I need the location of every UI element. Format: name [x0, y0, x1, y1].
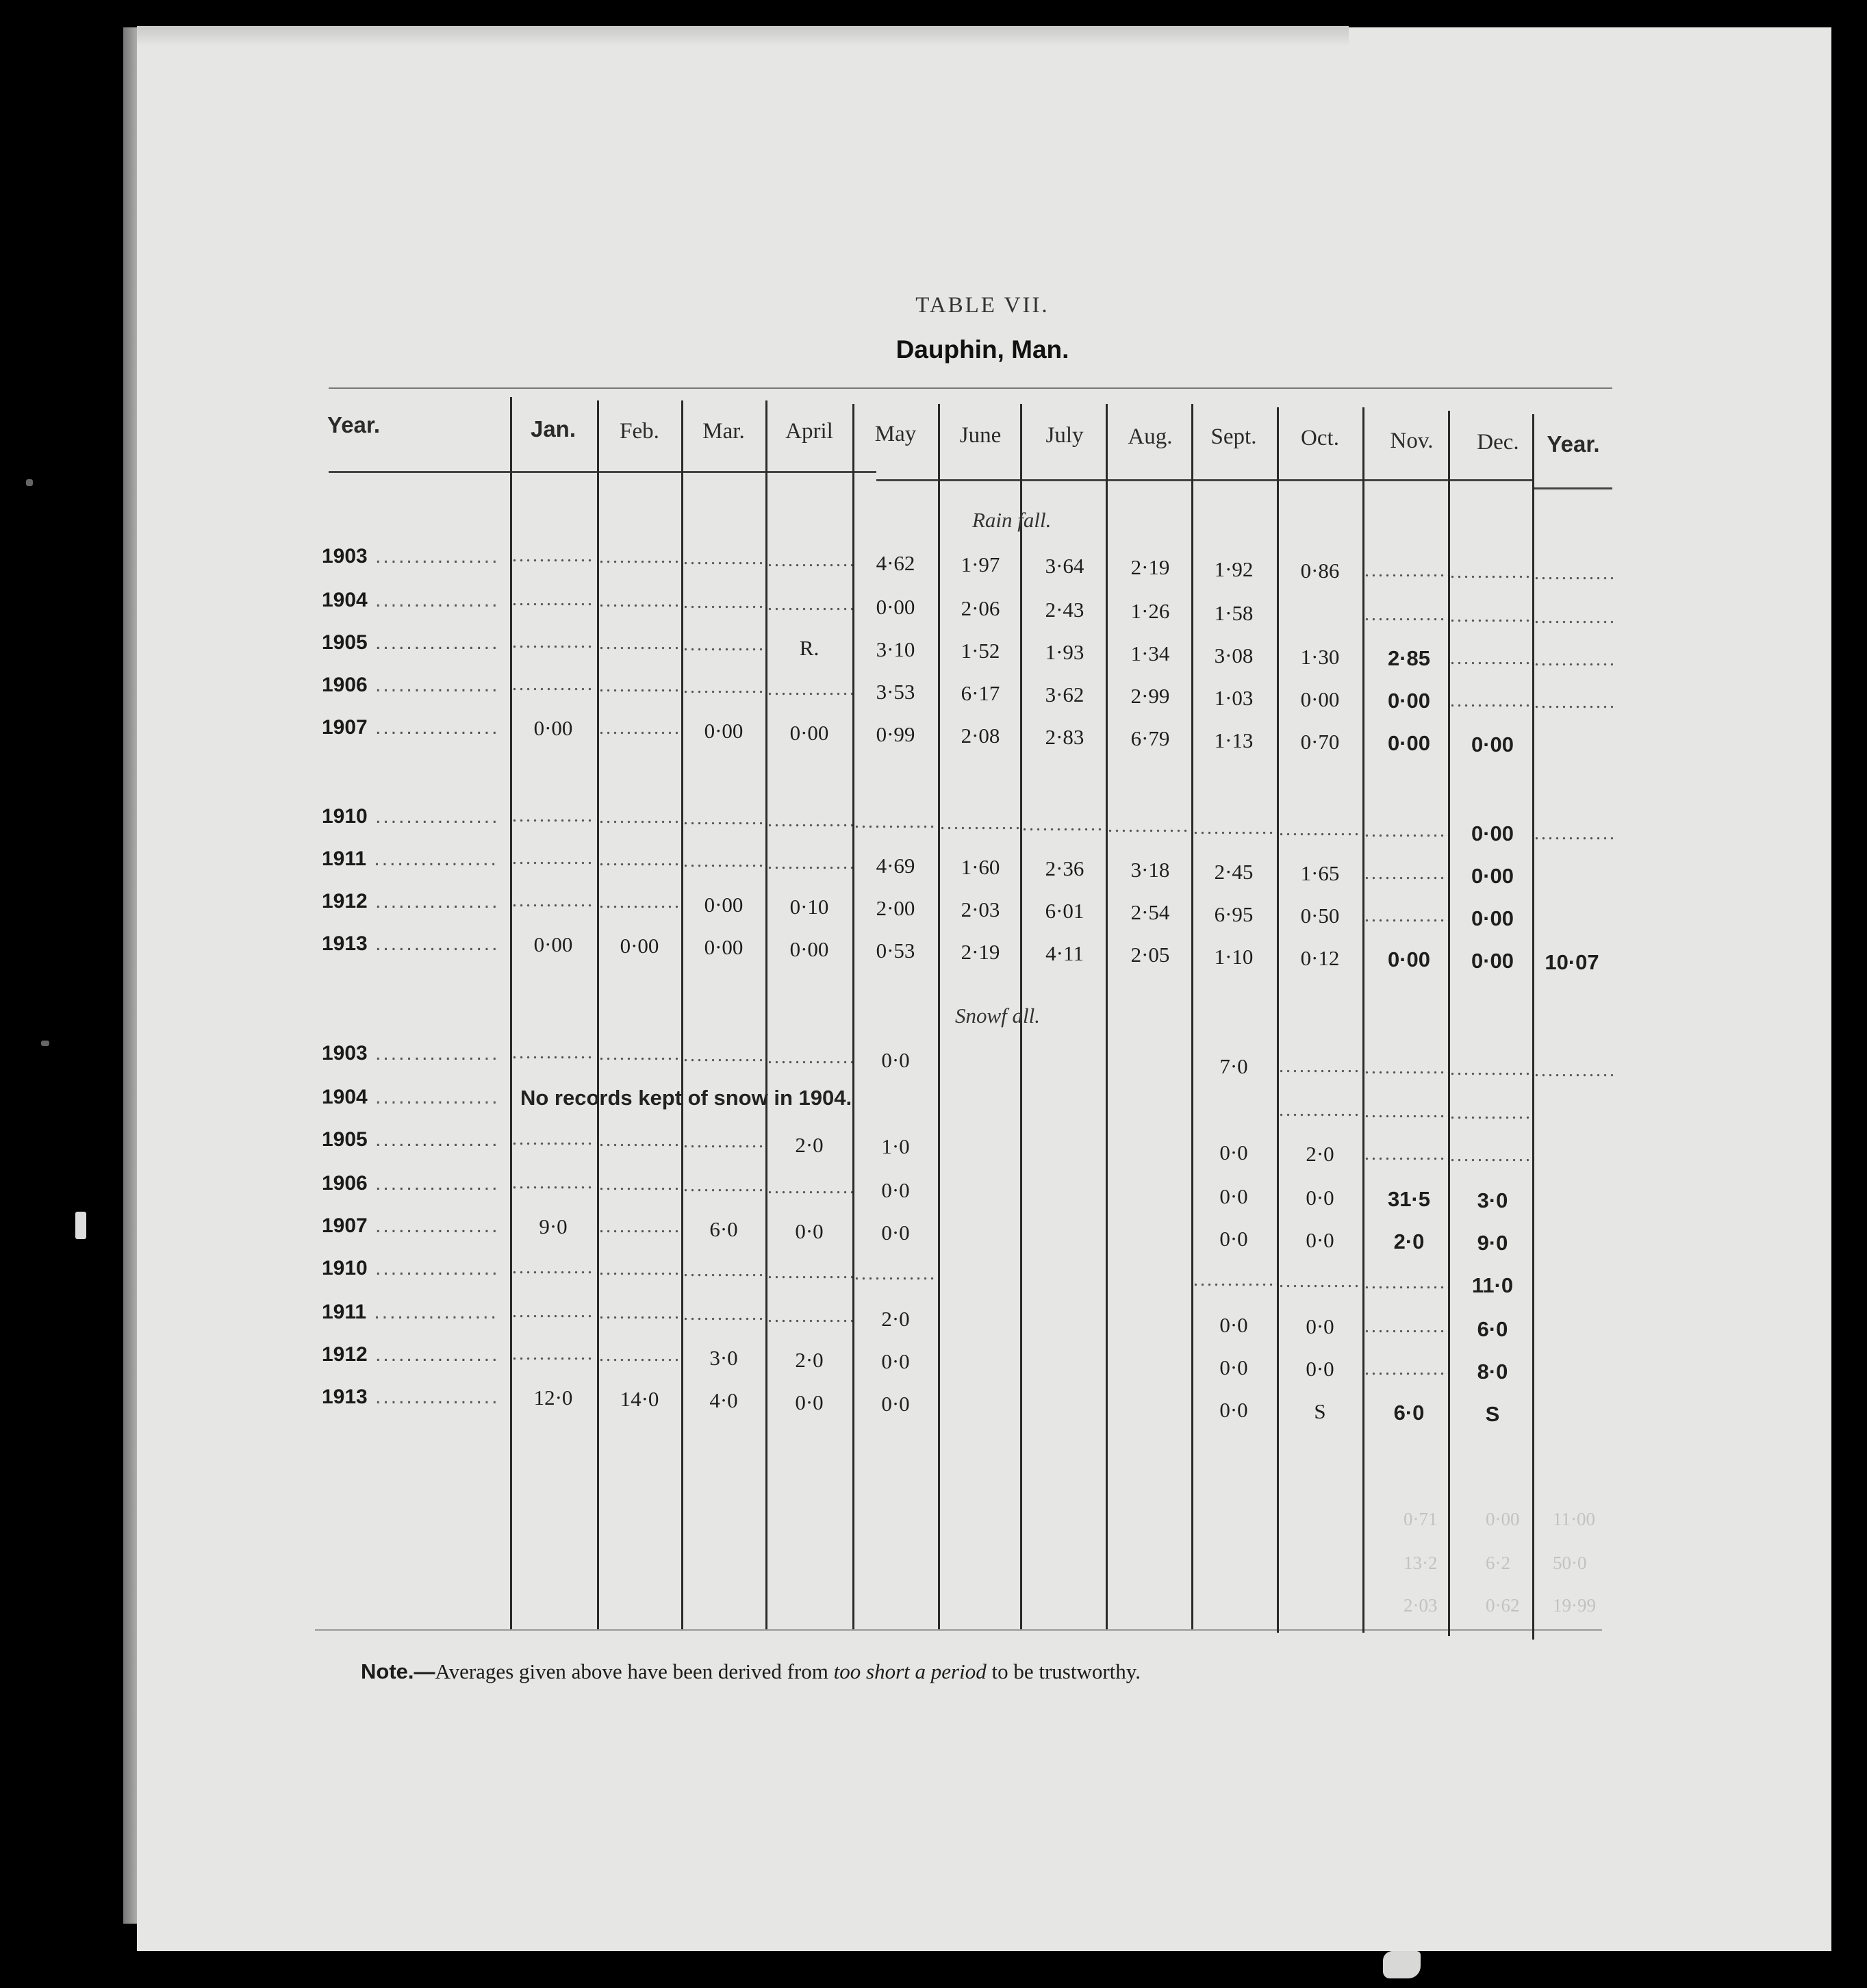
page-top-edge [137, 26, 1349, 47]
column-header-july: July [1045, 423, 1084, 448]
table-cell: 2·83 [1045, 725, 1084, 749]
leader-dots [1364, 1101, 1448, 1123]
rainfall-row-1907 [0, 716, 1867, 756]
row-year: 1904 ..... [322, 1086, 500, 1109]
table-cell: 0·70 [1300, 730, 1340, 754]
table-cell: 0·0 [1306, 1314, 1334, 1338]
table-cell: 2·99 [1130, 684, 1170, 708]
leader-dots [767, 852, 852, 874]
table-cell: 3·62 [1045, 683, 1084, 706]
rainfall-row-1910 [0, 805, 1867, 845]
table-cell: 0·00 [533, 716, 573, 740]
table-cell: 2·0 [795, 1348, 824, 1372]
snowfall-row-1905 [0, 1128, 1867, 1166]
leader-dots [599, 806, 680, 828]
table-cell: 0·0 [1219, 1227, 1248, 1251]
leader-dots [1534, 607, 1613, 628]
row-year: 1905 ..... [322, 1128, 500, 1151]
scan-blot [1383, 1951, 1421, 1978]
table-cell: 9·0 [539, 1214, 568, 1238]
table-cell: 4·62 [876, 551, 915, 575]
section-label-rainfall: Rain fall. [972, 508, 1052, 532]
table-cell: 9·0 [1477, 1231, 1508, 1255]
column-rule [852, 404, 854, 1629]
column-rule [765, 400, 767, 1629]
row-year: 1903 ..... [322, 545, 500, 568]
table-cell: 2·06 [961, 596, 1000, 620]
rainfall-row-1911 [0, 848, 1867, 888]
leader-dots [1450, 690, 1530, 712]
table-cell: 2·45 [1214, 860, 1254, 884]
column-header-year: Year. [327, 412, 381, 437]
leader-dots [1364, 560, 1448, 582]
table-cell: 2·0 [881, 1307, 910, 1331]
row-year: 1906 ..... [322, 674, 500, 697]
leader-dots [683, 1260, 764, 1282]
column-rule [681, 400, 683, 1629]
leader-dots [683, 634, 764, 656]
table-cell: 0·0 [1219, 1184, 1248, 1208]
rainfall-row-1906 [0, 674, 1867, 713]
column-rule [597, 400, 599, 1629]
table-cell: 0·10 [789, 895, 829, 919]
faint-average-nov: 13·2 [1404, 1553, 1438, 1573]
table-cell: 0·00 [1471, 821, 1514, 845]
snowfall-row-1903 [0, 1042, 1867, 1076]
leader-dots [1108, 815, 1191, 837]
footnote-label: Note.— [361, 1659, 435, 1683]
rainfall-row-1903 [0, 545, 1867, 583]
table-cell: S [1314, 1399, 1326, 1423]
column-header-aug: Aug. [1128, 424, 1173, 449]
no-records-note: No records kept of snow in 1904. [520, 1086, 852, 1110]
leader-dots [599, 1345, 680, 1366]
table-cell: 0·00 [1300, 687, 1340, 711]
leader-dots [683, 676, 764, 698]
table-cell: 1·30 [1300, 645, 1340, 669]
snowfall-row-1907 [0, 1214, 1867, 1255]
leader-dots [599, 546, 680, 568]
column-header-oct: Oct. [1301, 426, 1339, 450]
leader-dots [599, 1216, 680, 1238]
leader-dots [854, 811, 937, 833]
column-header-year-total: Year. [1547, 431, 1600, 457]
table-cell: 2·0 [1306, 1142, 1334, 1166]
table-cell: 2·08 [961, 724, 1000, 748]
table-cell: 2·54 [1130, 900, 1170, 924]
bottom-rule [315, 1629, 1602, 1631]
faint-average-year: 11·00 [1553, 1509, 1595, 1529]
header-rule-mid [876, 479, 1534, 481]
table-cell: 0·00 [1471, 949, 1514, 973]
table-cell: R. [799, 636, 820, 660]
column-header-sept: Sept. [1210, 424, 1257, 449]
table-cell: 1·97 [961, 552, 1000, 576]
table-cell: 0·0 [1219, 1140, 1248, 1164]
table-cell: 0·0 [1306, 1228, 1334, 1252]
leader-dots [767, 1262, 852, 1284]
row-year: 1907 ..... [322, 716, 500, 739]
row-year: 1910 ..... [322, 805, 500, 828]
rainfall-row-1905 [0, 631, 1867, 670]
leader-dots [683, 1045, 764, 1067]
table-cell: 0·0 [881, 1349, 910, 1373]
leader-dots [767, 594, 852, 615]
leader-dots [599, 1173, 680, 1195]
table-cell: 8·0 [1477, 1360, 1508, 1384]
table-cell: 0·0 [881, 1221, 910, 1245]
table-cell: 14·0 [620, 1387, 659, 1411]
table-cell: 6·01 [1045, 899, 1084, 923]
table-cell: 1·03 [1214, 686, 1254, 710]
leader-dots [683, 1131, 764, 1153]
leader-dots [1364, 820, 1448, 842]
table-cell: 1·93 [1045, 640, 1084, 664]
leader-dots [599, 590, 680, 612]
leader-dots [767, 1177, 852, 1199]
leader-dots [1364, 1358, 1448, 1380]
faint-average-year: 50·0 [1553, 1553, 1587, 1573]
table-cell: 0·0 [795, 1219, 824, 1243]
leader-dots [1193, 1269, 1277, 1291]
column-header-may: May [874, 422, 917, 446]
column-rule [510, 397, 512, 1629]
table-cell: 1·26 [1130, 599, 1170, 623]
table-cell: 0·00 [876, 595, 915, 619]
leader-dots [599, 717, 680, 739]
table-cell: 1·65 [1300, 861, 1340, 885]
column-header-april: April [785, 419, 833, 444]
snowfall-row-1910 [0, 1257, 1867, 1297]
table-cell: 2·36 [1045, 856, 1084, 880]
rainfall-row-1904 [0, 589, 1867, 623]
leader-dots [1022, 814, 1106, 836]
table-cell: 3·0 [709, 1346, 738, 1370]
leader-dots [767, 1047, 852, 1069]
column-rule [1106, 404, 1108, 1629]
leader-dots [1364, 1143, 1448, 1165]
table-cell: 0·0 [881, 1392, 910, 1416]
leader-dots [1364, 905, 1448, 927]
table-cell: 2·19 [1130, 555, 1170, 579]
leader-dots [683, 591, 764, 613]
leader-dots [599, 633, 680, 654]
leader-dots [512, 545, 596, 567]
column-header-feb: Feb. [620, 419, 659, 444]
table-cell: 0·0 [1219, 1313, 1248, 1337]
leader-dots [767, 810, 852, 832]
table-cell: 6·0 [1393, 1401, 1425, 1425]
table-cell: 1·52 [961, 639, 1000, 663]
table-cell: 2·00 [876, 896, 915, 920]
leader-dots [1364, 1057, 1448, 1079]
row-year: 1913 ..... [322, 1386, 500, 1409]
leader-dots [683, 808, 764, 830]
table-cell: 1·10 [1214, 945, 1254, 969]
header-rule-left [329, 471, 876, 473]
leader-dots [1364, 1272, 1448, 1294]
table-cell: 0·0 [1306, 1357, 1334, 1381]
table-cell: 6·0 [1477, 1317, 1508, 1341]
table-cell: 0·0 [1219, 1398, 1248, 1422]
table-cell: 0·00 [533, 932, 573, 956]
column-header-jan: Jan. [530, 416, 576, 442]
table-cell: 3·08 [1214, 643, 1254, 667]
leader-dots [512, 1042, 596, 1064]
row-year: 1910 ..... [322, 1257, 500, 1280]
table-cell: 4·11 [1045, 941, 1084, 965]
leader-dots [599, 675, 680, 697]
table-cell: 0·00 [1387, 731, 1431, 755]
table-cell: 2·03 [961, 897, 1000, 921]
row-year: 1913 ..... [322, 932, 500, 956]
leader-dots [1364, 604, 1448, 626]
leader-dots [512, 1343, 596, 1365]
table-cell: S [1485, 1402, 1500, 1426]
table-cell: 0·00 [1471, 732, 1514, 756]
leader-dots [1534, 1060, 1613, 1082]
table-cell: 0·0 [795, 1390, 824, 1414]
snowfall-row-1912 [0, 1343, 1867, 1384]
leader-dots [854, 1263, 937, 1285]
leader-dots [1364, 863, 1448, 884]
leader-dots [1450, 605, 1530, 627]
table-cell: 6·79 [1130, 726, 1170, 750]
column-rule [938, 404, 940, 1629]
table-cell: 3·53 [876, 680, 915, 704]
table-cell: 0·00 [620, 934, 659, 958]
leader-dots [1364, 1316, 1448, 1338]
leader-dots [1279, 819, 1362, 841]
table-cell: 1·0 [881, 1134, 910, 1158]
table-cell: 2·43 [1045, 598, 1084, 622]
leader-dots [1534, 649, 1613, 671]
table-cell: 0·99 [876, 722, 915, 746]
table-cell: 12·0 [533, 1386, 573, 1410]
footnote-text-end: to be trustworthy. [986, 1659, 1141, 1683]
faint-average-nov: 2·03 [1404, 1595, 1438, 1616]
table-cell: 6·17 [961, 681, 1000, 705]
leader-dots [1450, 1102, 1530, 1124]
leader-dots [683, 850, 764, 872]
table-cell: 0·12 [1300, 946, 1340, 970]
table-cell: 2·19 [961, 940, 1000, 964]
leader-dots [512, 1257, 596, 1279]
leader-dots [512, 1128, 596, 1150]
table-cell: 0·0 [1219, 1355, 1248, 1379]
leader-dots [599, 849, 680, 871]
column-header-june: June [959, 423, 1002, 448]
table-cell: 4·0 [709, 1388, 738, 1412]
table-subtitle: Dauphin, Man. [896, 335, 1069, 364]
table-cell: 11·0 [1471, 1273, 1514, 1297]
table-cell: 2·05 [1130, 943, 1170, 967]
leader-dots [512, 890, 596, 912]
leader-dots [767, 550, 852, 572]
table-cell: 6·0 [709, 1217, 738, 1241]
leader-dots [1450, 561, 1530, 583]
table-cell: 0·00 [1387, 947, 1431, 971]
table-cell: 0·00 [704, 893, 744, 917]
table-cell: 0·00 [1387, 689, 1431, 713]
leader-dots [767, 1305, 852, 1327]
leader-dots [1534, 563, 1613, 585]
table-title: TABLE VII. [915, 293, 1050, 318]
snowfall-row-1911 [0, 1301, 1867, 1341]
row-year: 1904 ..... [322, 589, 500, 612]
table-cell: 0·50 [1300, 904, 1340, 928]
faint-average-dec: 0·62 [1486, 1595, 1520, 1616]
table-cell: 3·0 [1477, 1188, 1508, 1212]
table-cell: 7·0 [1219, 1054, 1248, 1078]
footnote-emphasis: too short a period [833, 1659, 987, 1683]
column-header-dec: Dec. [1477, 430, 1519, 455]
row-year: 1906 ..... [322, 1172, 500, 1195]
snowfall-row-1904 [0, 1086, 1867, 1120]
rainfall-row-1913 [0, 932, 1867, 974]
leader-dots [683, 1175, 764, 1197]
snowfall-row-1913 [0, 1386, 1867, 1426]
snowfall-row-1906 [0, 1172, 1867, 1212]
leader-dots [599, 1258, 680, 1280]
table-cell: 0·00 [704, 935, 744, 959]
table-cell: 4·69 [876, 854, 915, 878]
faint-average-dec: 6·2 [1486, 1553, 1510, 1573]
table-cell: 10·07 [1545, 950, 1599, 974]
leader-dots [1450, 648, 1530, 670]
faint-average-nov: 0·71 [1404, 1509, 1438, 1529]
leader-dots [512, 848, 596, 869]
table-cell: 2·85 [1387, 646, 1431, 670]
leader-dots [1534, 823, 1613, 845]
leader-dots [1450, 1145, 1530, 1167]
faint-average-year: 19·99 [1553, 1595, 1596, 1616]
table-cell: 3·18 [1130, 858, 1170, 882]
row-year: 1912 ..... [322, 890, 500, 913]
table-cell: 0·86 [1300, 559, 1340, 583]
header-rule-right [1534, 487, 1612, 489]
table-cell: 3·64 [1045, 554, 1084, 578]
leader-dots [599, 891, 680, 913]
column-header-nov: Nov. [1390, 429, 1434, 453]
rainfall-row-1912 [0, 890, 1867, 930]
row-year: 1903 ..... [322, 1042, 500, 1065]
table-cell: 1·92 [1214, 557, 1254, 581]
leader-dots [512, 1301, 596, 1323]
table-cell: 0·00 [789, 937, 829, 961]
leader-dots [767, 678, 852, 700]
leader-dots [512, 589, 596, 611]
leader-dots [1534, 691, 1613, 713]
leader-dots [683, 1303, 764, 1325]
table-cell: 0·00 [704, 719, 744, 743]
table-cell: 1·13 [1214, 728, 1254, 752]
leader-dots [512, 805, 596, 827]
column-rule [1191, 404, 1193, 1629]
table-cell: 31·5 [1387, 1187, 1431, 1211]
table-cell: 0·00 [789, 721, 829, 745]
leader-dots [683, 548, 764, 570]
table-cell: 2·0 [795, 1133, 824, 1157]
row-year: 1905 ..... [322, 631, 500, 654]
table-cell: 1·34 [1130, 641, 1170, 665]
leader-dots [1450, 1058, 1530, 1080]
row-year: 1911 ..... [322, 848, 500, 871]
table-cell: 2·0 [1393, 1229, 1425, 1253]
leader-dots [1279, 1056, 1362, 1078]
leader-dots [512, 631, 596, 653]
leader-dots [1279, 1099, 1362, 1121]
section-label-snowfall: Snowf all. [955, 1004, 1041, 1028]
leader-dots [512, 674, 596, 696]
row-year: 1911 ..... [322, 1301, 500, 1324]
footnote [361, 1659, 1141, 1684]
leader-dots [1279, 1271, 1362, 1292]
leader-dots [512, 1172, 596, 1194]
column-header-mar: Mar. [702, 419, 745, 444]
leader-dots [599, 1302, 680, 1324]
table-cell: 0·0 [1306, 1186, 1334, 1210]
table-cell: 0·00 [1471, 864, 1514, 888]
leader-dots [599, 1130, 680, 1151]
leader-dots [1193, 817, 1277, 839]
row-year: 1907 ..... [322, 1214, 500, 1238]
table-cell: 6·95 [1214, 902, 1254, 926]
leader-dots [599, 1043, 680, 1065]
leader-dots [940, 813, 1020, 834]
faint-average-dec: 0·00 [1486, 1509, 1520, 1529]
row-year: 1912 ..... [322, 1343, 500, 1366]
table-cell: 0·0 [881, 1048, 910, 1072]
table-cell: 0·0 [881, 1178, 910, 1202]
top-rule [329, 387, 1612, 389]
table-cell: 3·10 [876, 637, 915, 661]
table-cell: 0·53 [876, 939, 915, 963]
table-cell: 1·58 [1214, 601, 1254, 625]
table-cell: 1·60 [961, 855, 1000, 879]
table-cell: 0·00 [1471, 906, 1514, 930]
footnote-text: Averages given above have been derived from [435, 1659, 834, 1683]
